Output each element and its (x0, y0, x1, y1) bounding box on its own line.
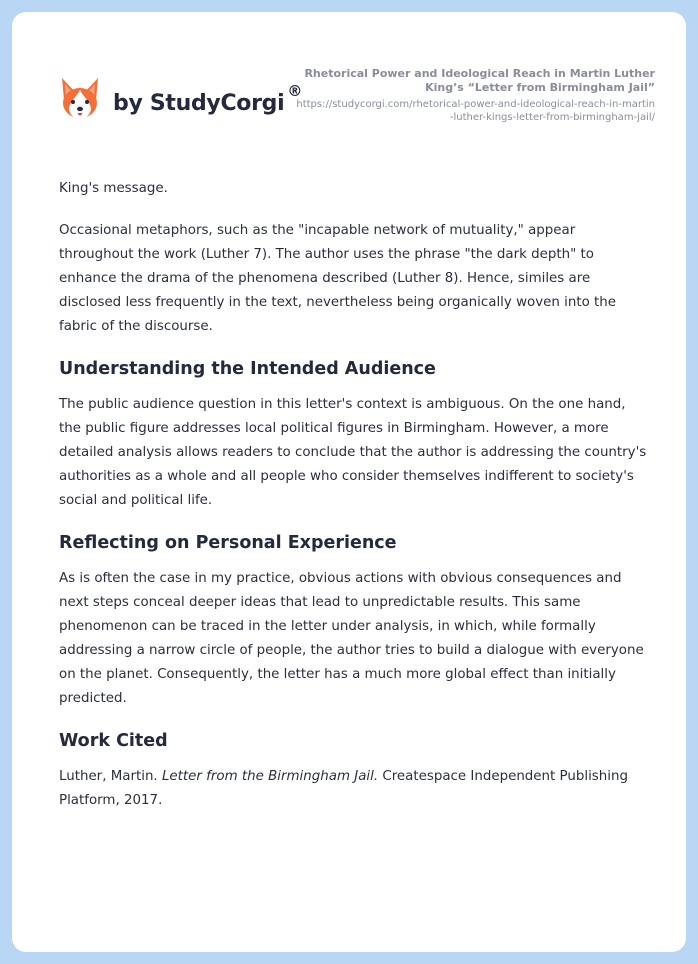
studycorgi-logo[interactable] (59, 76, 302, 122)
works-cited-entry (59, 765, 649, 813)
document-meta (295, 67, 655, 124)
citation-author: Luther, Martin. (59, 769, 158, 784)
document-url[interactable]: https://studycorgi.com/rhetorical-power-and-ideological-reach-in-martin-luther-kings-letter-from-birmingham-jail/ (296, 99, 655, 123)
intro-fragment: King's message. (59, 181, 168, 196)
document-title: Rhetorical Power and Ideological Reach in Martin Luther King’s “Letter from Birmingham Jail” (304, 67, 655, 94)
page-header (12, 12, 686, 162)
section-heading-experience: Reflecting on Personal Experience (59, 533, 397, 553)
section-text-audience: The public audience question in this letter's context is ambiguous. On the one hand, the public figure addresses local political figures in Birmingham. However, a more detailed analysis allows readers to conclude that the author is addressing the country's authorities as a whole and all people who consider themselves indifferent to society's social and political life. (59, 397, 647, 508)
document-page (12, 12, 686, 952)
citation-title: Letter from the Birmingham Jail. (161, 769, 379, 784)
essay-content (59, 177, 649, 831)
citation-publisher: Createspace Independent Publishing Platform, 2017. (59, 769, 628, 808)
brand-name: by StudyCorgi (113, 90, 285, 116)
section-text-experience: As is often the case in my practice, obvious actions with obvious consequences and next steps conceal deeper ideas that lead to unpredictable results. This same phenomenon can be traced in the letter under analysis, in which, while formally addressing a narrow circle of people, the author tries to build a dialogue with everyone on the planet. Consequently, the letter has a much more global effect than initially predicted. (59, 571, 644, 706)
registered-mark: ® (287, 82, 303, 100)
section-heading-audience: Understanding the Intended Audience (59, 359, 436, 379)
metaphors-paragraph: Occasional metaphors, such as the "incapable network of mutuality," appear throughout the work (Luther 7). The author uses the phrase "the dark depth" to enhance the drama of the phenomena described (Luther 8). Hence, similes are disclosed less frequently in the text, nevertheless being organically woven into the fabric of the discourse. (59, 223, 617, 334)
works-cited-heading: Work Cited (59, 731, 168, 751)
corgi-logo-icon (59, 76, 101, 122)
